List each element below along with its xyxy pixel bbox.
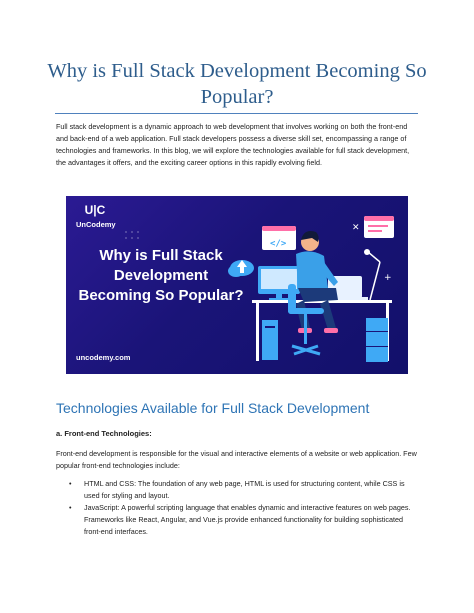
bullet-text: JavaScript: A powerful scripting language that enables dynamic and interactive features on web pages. Frameworks like React, Angular, and Vue.js provide enhanced functionality for building sophisticated front-end interfaces. [84, 503, 411, 536]
intro-paragraph: Full stack development is a dynamic approach to web development that involves working on both the front-end and back-end of a web application. Full stack developers possess a diverse skill set, encompassing a range of technologies and frameworks. In this blog, we will explore the technologies available for full stack development, the advantages it offers, and the exciting career options in this rapidly evolving field. [56, 122, 410, 167]
hero-banner-image [66, 196, 408, 374]
code-window-icon [262, 226, 296, 250]
pc-tower [262, 320, 278, 360]
sparkle-icon: ✕ [352, 223, 360, 233]
technology-bullet-list [56, 478, 418, 538]
browser-window-icon [364, 216, 394, 238]
section-paragraph: Front-end development is responsible for the visual and interactive elements of a website or web application. Few popular front-end technologies include: [56, 449, 417, 470]
list-item [56, 478, 418, 502]
uncodemy-logo-mark: U|C [84, 203, 106, 217]
svg-text:</>: </> [270, 239, 287, 249]
title-divider [55, 113, 418, 114]
bullet-text: HTML and CSS: The foundation of any web page, HTML is used for structuring content, while CSS is used for styling and layout. [84, 479, 405, 500]
sparkle-icon: + [384, 273, 392, 283]
section-heading: Technologies Available for Full Stack Development [56, 400, 370, 416]
bullet-icon: • [69, 479, 72, 488]
uncodemy-logo-text: UnCodemy [76, 220, 116, 229]
subsection-heading: a. Front-end Technologies: [56, 429, 152, 438]
bullet-icon: • [69, 503, 72, 512]
drawer-cabinet [366, 318, 388, 362]
dot-pattern [125, 231, 139, 239]
developer-figure [296, 231, 338, 333]
document-title: Why is Full Stack Development Becoming So Popular? [47, 60, 427, 108]
desk-lamp-icon [364, 249, 380, 300]
list-item [56, 502, 418, 538]
banner-headline: Why is Full Stack Development Becoming So Popular? [78, 247, 244, 304]
banner-url: uncodemy.com [76, 353, 131, 362]
